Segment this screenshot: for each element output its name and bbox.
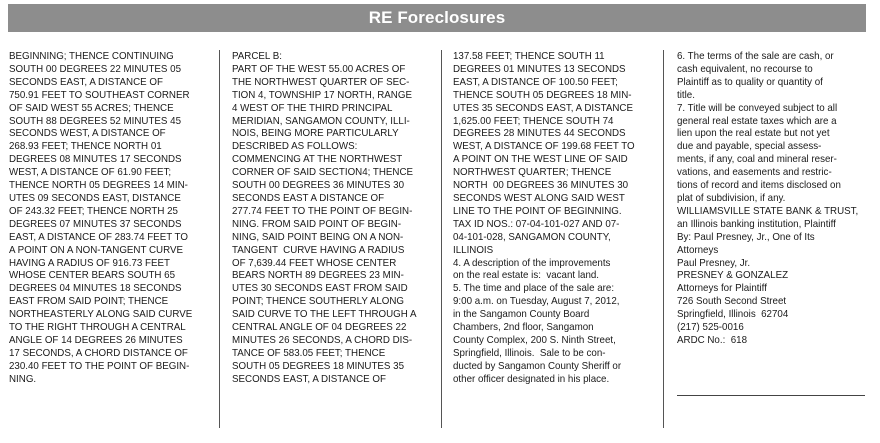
column-2-text: PARCEL B: PART OF THE WEST 55.00 ACRES OF THE NORTHWEST QUARTER OF SEC- TION 4, TOWNSHIP 17 NORTH, RANGE 4 WEST OF THE THIRD PRINCIPAL MERIDIAN, SANGAMON COUNTY, ILLI- NOIS, BEING MORE PARTICULARLY DESCRIBED AS FOLLOWS: COMMENCING AT THE NORTHWEST CORNER OF SAID SECTION4; THENCE SOUTH 00 DEGREES 36 MINUTES 30 SECONDS EAST A DISTANCE OF 277.74 FEET TO THE POINT OF BEGIN- NING. FROM SAID POINT OF BEGIN- NING, SAID POINT BEING ON A NON- TANGENT CURVE HAVING A RADIUS OF 7,639.44 FEET WHOSE CENTER BEARS NORTH 89 DEGREES 23 MIN- UTES 30 SECONDS EAST FROM SAID POINT; THENCE SOUTHERLY ALONG SAID CURVE TO THE LEFT THROUGH A CENTRAL ANGLE OF 04 DEGREES 22 MINUTES 26 SECONDS, A CHORD DIS- TANCE OF 583.05 FEET; THENCE SOUTH 05 DEGREES 18 MINUTES 35 SECONDS EAST, A DISTANCE OF — [232, 50, 417, 385]
column-3-text: 137.58 FEET; THENCE SOUTH 11 DEGREES 01 MINUTES 13 SECONDS EAST, A DISTANCE OF 100.50 FEET; THENCE SOUTH 05 DEGREES 18 MIN- UTES 35 SECONDS EAST, A DISTANCE 1,625.00 FEET; THENCE SOUTH 74 DEGREES 28 MINUTES 44 SECONDS WEST, A DISTANCE OF 199.68 FEET TO A POINT ON THE WEST LINE OF SAID NORTHWEST QUARTER; THENCE NORTH 00 DEGREES 36 MINUTES 30 SECONDS WEST ALONG SAID WEST LINE TO THE POINT OF BEGINNING. TAX ID NOS.: 07-04-101-027 AND 07- 04-101-028, SANGAMON COUNTY, ILLINOIS 4. A description of the improvements on the real estate is: vacant land. 5. The time and place of the sale are: 9:00 a.m. on Tuesday, August 7, 2012, in the Sangamon County Board Chambers, 2nd floor, Sangamon County Complex, 200 S. Ninth Street, Springfield, Illinois. Sale to be con- ducted by Sangamon County Sheriff or other officer designated in his place. — [453, 50, 635, 385]
column-4-text: 6. The terms of the sale are cash, or cash equivalent, no recourse to Plaintiff as to quality or quantity of title. 7. Title will be conveyed subject to all general real estate taxes which are a lien upon the real estate but not yet due and payable, special assess- ments, if any, coal and mineral reser- vations, and easements and restric- tions of record and items disclosed on plat of subdivision, if any. WILLIAMSVILLE STATE BANK & TRUST, an Illinois banking institution, Plaintiff By: Paul Presney, Jr., One of Its Attorneys Paul Presney, Jr. PRESNEY & GONZALEZ Attorneys for Plaintiff 726 South Second Street Springfield, Illinois 62704 (217) 525-0016 ARDC No.: 618 — [677, 50, 859, 346]
column-divider — [219, 50, 220, 428]
column-divider — [441, 50, 442, 428]
legal-notice-column-4 — [677, 50, 872, 440]
section-title: RE Foreclosures — [368, 8, 506, 27]
notice-end-rule — [677, 395, 865, 396]
column-divider — [663, 50, 664, 428]
column-1-text: BEGINNING; THENCE CONTINUING SOUTH 00 DEGREES 22 MINUTES 05 SECONDS EAST, A DISTANCE OF 750.91 FEET TO SOUTHEAST CORNER OF SAID WEST 55 ACRES; THENCE SOUTH 88 DEGREES 52 MINUTES 45 SECONDS WEST, A DISTANCE OF 268.93 FEET; THENCE NORTH 01 DEGREES 08 MINUTES 17 SECONDS WEST, A DISTANCE OF 61.90 FEET; THENCE NORTH 05 DEGREES 14 MIN- UTES 09 SECONDS EAST, DISTANCE OF 243.32 FEET; THENCE NORTH 25 DEGREES 07 MINUTES 37 SECONDS EAST, A DISTANCE OF 283.74 FEET TO A POINT ON A NON-TANGENT CURVE HAVING A RADIUS OF 916.73 FEET WHOSE CENTER BEARS SOUTH 65 DEGREES 04 MINUTES 18 SECONDS EAST FROM SAID POINT; THENCE NORTHEASTERLY ALONG SAID CURVE TO THE RIGHT THROUGH A CENTRAL ANGLE OF 14 DEGREES 26 MINUTES 17 SECONDS, A CHORD DISTANCE OF 230.40 FEET TO THE POINT OF BEGIN- NING. — [9, 50, 193, 385]
section-header — [8, 4, 866, 32]
legal-notice-column-2 — [232, 50, 437, 440]
legal-notice-column-1 — [9, 50, 214, 440]
legal-notice-column-3 — [453, 50, 658, 440]
